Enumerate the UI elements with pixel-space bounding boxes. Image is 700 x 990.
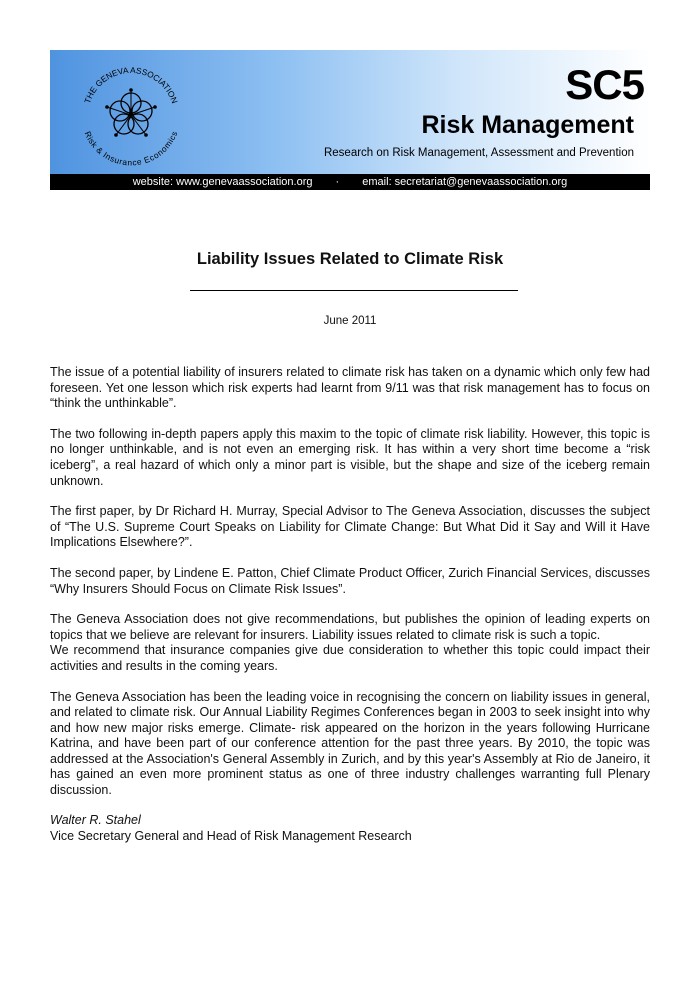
series-title: Risk Management xyxy=(421,111,634,139)
signatory-role: Vice Secretary General and Head of Risk Management Research xyxy=(50,829,412,843)
body-paragraph: The second paper, by Lindene E. Patton, Chief Climate Product Officer, Zurich Financial Services, discusses “Why Insurers Should Focus on Climate Risk Issues”. xyxy=(50,565,650,596)
series-code: SC5 xyxy=(565,61,644,108)
body-paragraph: The Geneva Association has been the leading voice in recognising the concern on liability issues in general, and related to climate risk. Our Annual Liability Regimes Conferences began in 2003 to seek insight into why and how new major risks emerge. Climate- risk appeared on the horizon in the years following Hurricane Katrina, and have been part of our conference attention for the past three years. By 2010, the topic was addressed at the Association's General Assembly in Zurich, and by this year's Assembly at Rio de Janeiro, it has gained an even more prominent status as one of three industry challenges warranting full Plenary discussion. xyxy=(50,689,650,798)
email-link[interactable]: email: secretariat@genevaassociation.org xyxy=(362,176,568,188)
document-date: June 2011 xyxy=(323,315,377,327)
logo-ring-text-top: THE GENEVA ASSOCIATION xyxy=(82,64,180,105)
signature-block xyxy=(50,812,650,844)
body-paragraph: The first paper, by Dr Richard H. Murray, Special Advisor to The Geneva Association, discusses the subject of “The U.S. Supreme Court Speaks on Liability for Climate Change: But What Did it Say and Will it Have Implications Elsewhere?”. xyxy=(50,504,650,550)
signatory-name: Walter R. Stahel xyxy=(50,813,141,827)
contact-separator: · xyxy=(335,176,340,188)
geneva-association-logo xyxy=(72,54,190,172)
logo-ring-text-bottom: Risk & Insurance Economics xyxy=(82,129,180,168)
series-subtitle: Research on Risk Management, Assessment and Prevention xyxy=(323,147,634,159)
title-divider xyxy=(190,290,518,291)
body-paragraph: The two following in-depth papers apply this maxim to the topic of climate risk liability. However, this topic is no longer unthinkable, and is not even an emerging risk. It has within a very short time become a “risk iceberg”, a real hazard of which only a minor part is visible, but the shape and size of the iceberg remain unknown. xyxy=(50,426,650,488)
document-body xyxy=(50,365,650,814)
website-link[interactable]: website: www.genevaassociation.org xyxy=(132,176,313,188)
header-banner xyxy=(50,50,650,174)
body-paragraph: We recommend that insurance companies give due consideration to whether this topic could impact their activities and results in the coming years. xyxy=(50,643,650,673)
document-title: Liability Issues Related to Climate Risk xyxy=(196,250,504,268)
body-paragraph: The issue of a potential liability of insurers related to climate risk has taken on a dynamic which only few had foreseen. Yet one lesson which risk experts had learnt from 9/11 was that risk management has to focus on “think the unthinkable”. xyxy=(50,365,650,411)
body-paragraph: The Geneva Association does not give recommendations, but publishes the opinion of leading experts on topics that we believe are relevant for insurers. Liability issues related to climate risk is such a topic. xyxy=(50,612,650,642)
contact-bar xyxy=(50,174,650,190)
